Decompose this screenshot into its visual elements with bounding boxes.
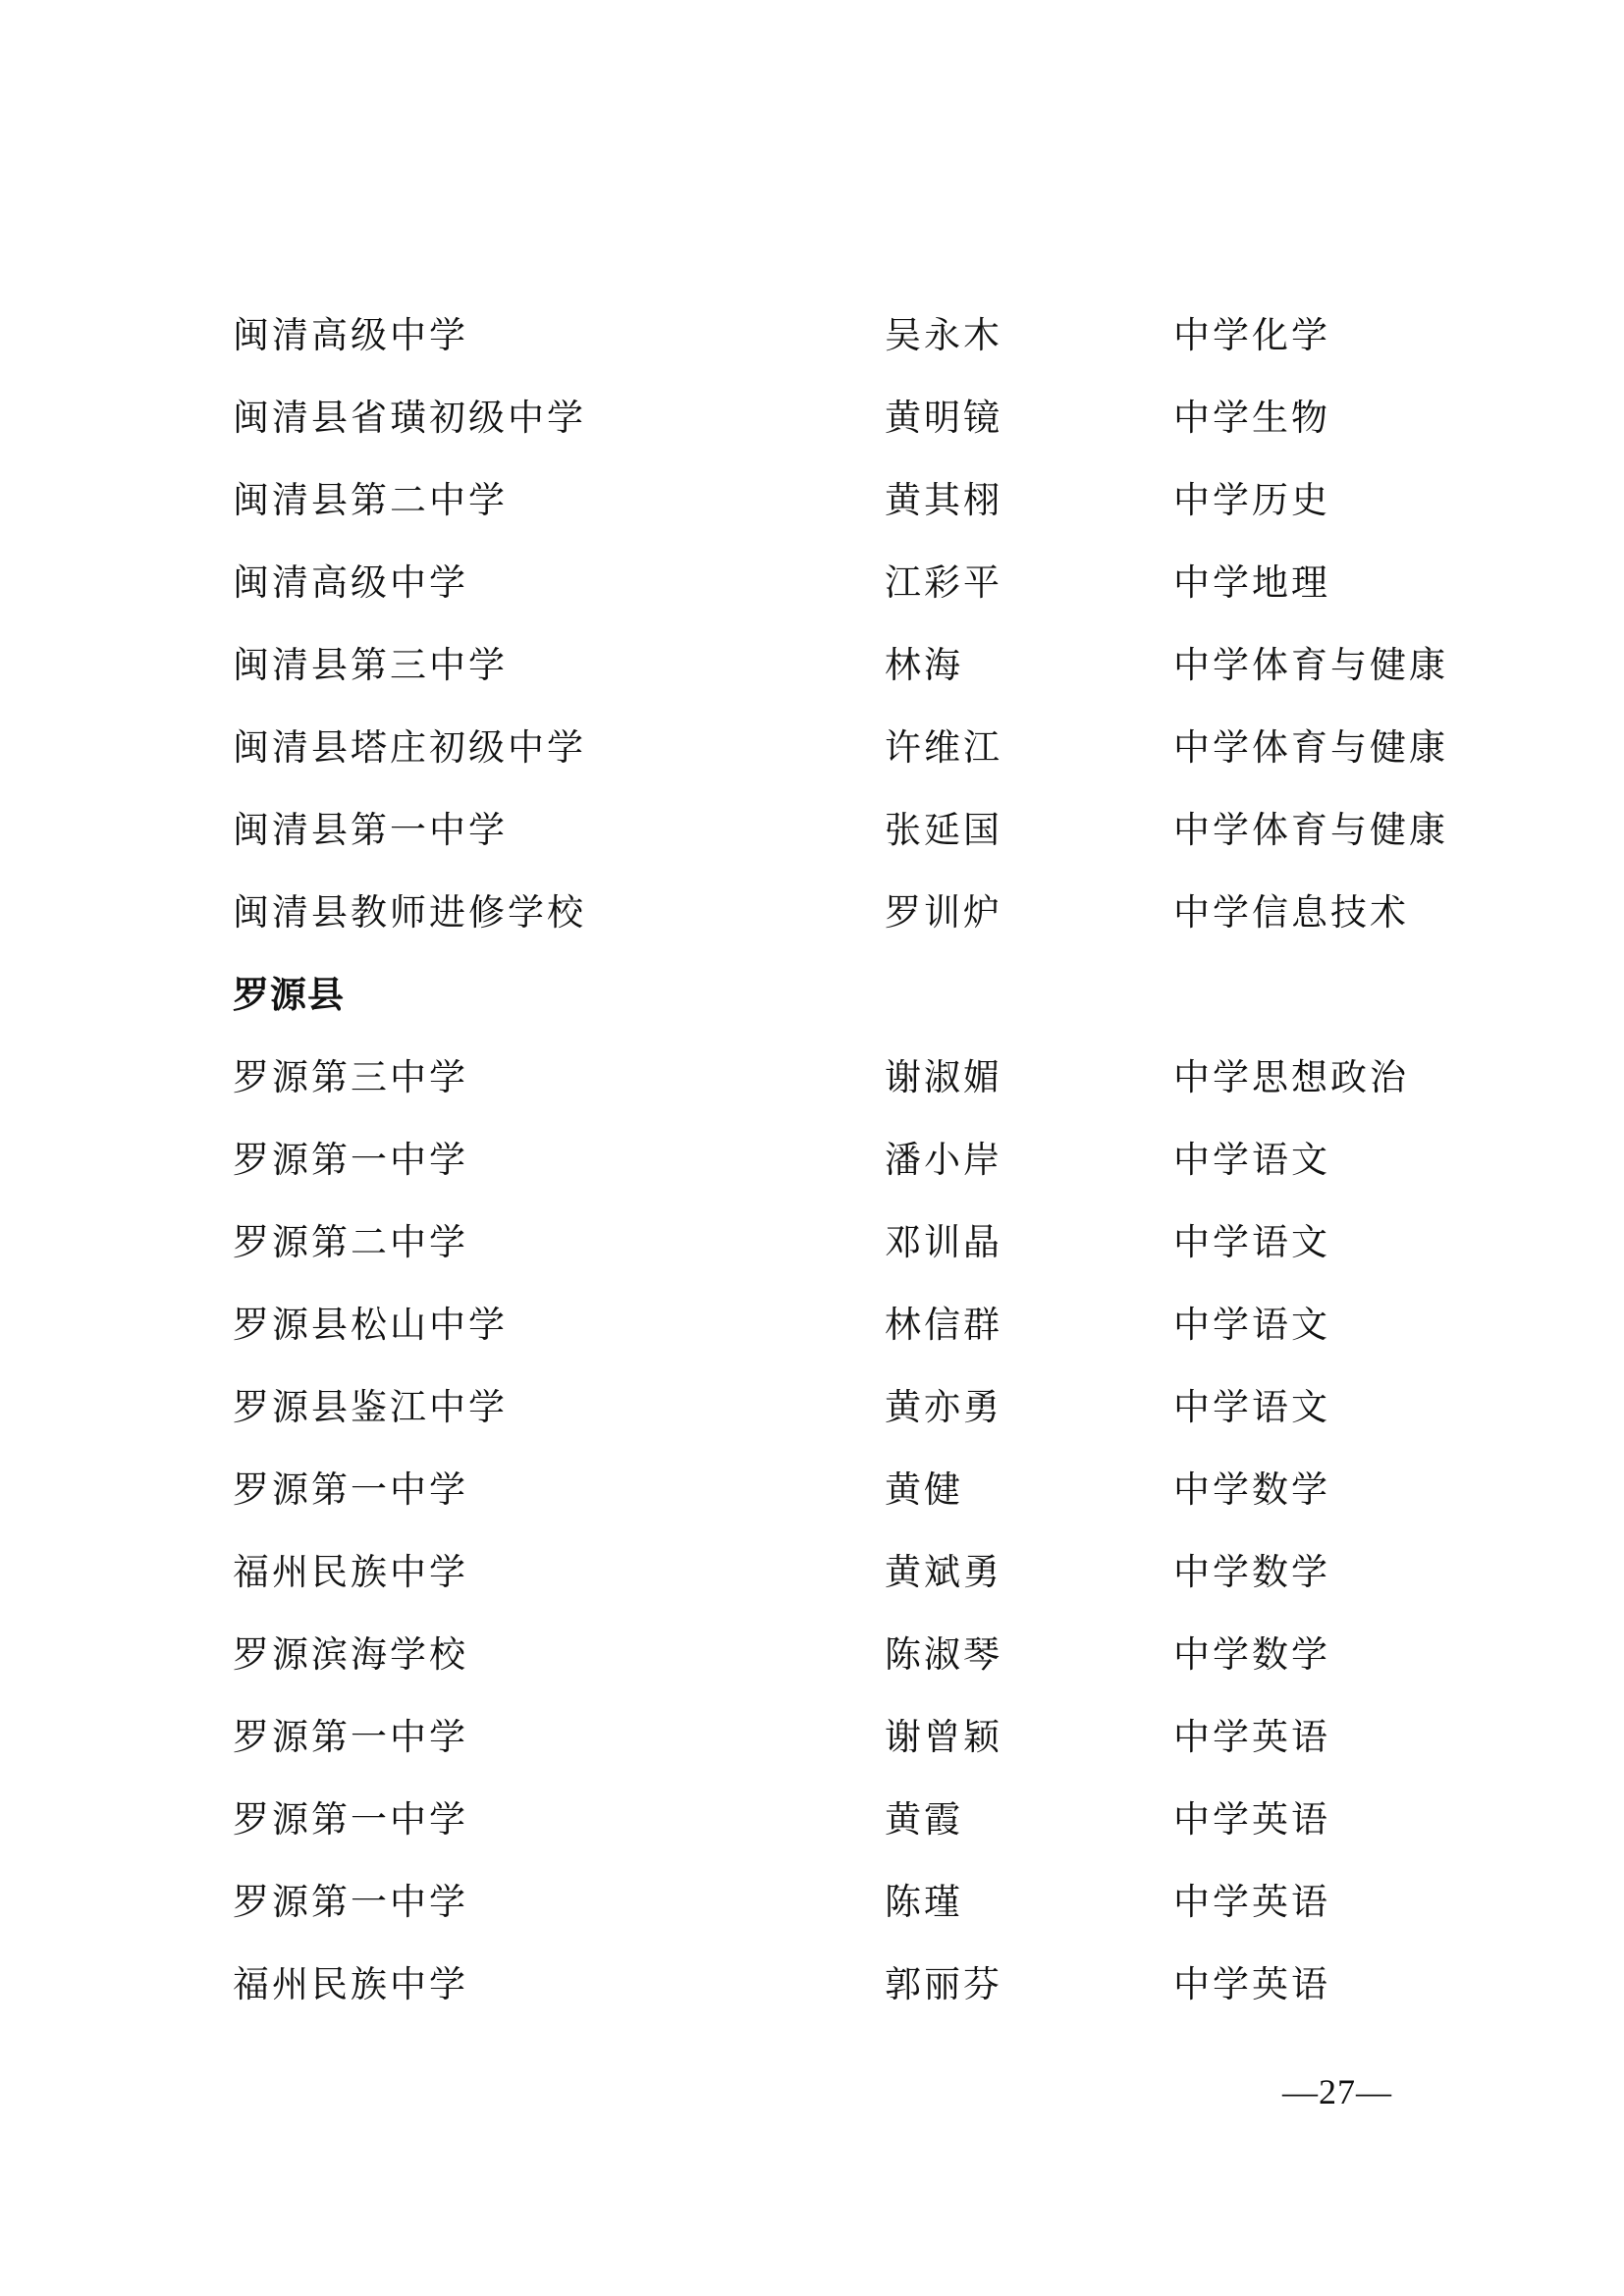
- teacher-name: 黄亦勇: [885, 1386, 1002, 1428]
- teacher-name: 黄其栩: [885, 479, 1002, 521]
- school-name: 罗源县松山中学: [233, 1304, 508, 1346]
- subject-name: 中学思想政治: [1173, 1056, 1409, 1098]
- table-row: [233, 1861, 1460, 1944]
- teacher-name: 罗训炉: [885, 891, 1002, 934]
- table-row: [233, 1201, 1460, 1284]
- subject-name: 中学语文: [1173, 1139, 1330, 1181]
- table-row: [233, 789, 1460, 872]
- section-heading: 罗源县: [233, 974, 345, 1016]
- school-name: 闽清县第三中学: [233, 644, 508, 686]
- teacher-name: 陈瑾: [885, 1881, 963, 1923]
- table-row: [233, 1119, 1460, 1201]
- table-row: [233, 459, 1460, 542]
- school-name: 闽清县省璜初级中学: [233, 397, 586, 439]
- subject-name: 中学英语: [1173, 1963, 1330, 2005]
- subject-name: 中学语文: [1173, 1304, 1330, 1346]
- teacher-name: 许维江: [885, 726, 1002, 769]
- school-name: 闽清县第一中学: [233, 809, 508, 851]
- table-row: [233, 1449, 1460, 1531]
- teacher-name: 黄斌勇: [885, 1551, 1002, 1593]
- subject-name: 中学数学: [1173, 1468, 1330, 1511]
- school-name: 罗源第一中学: [233, 1798, 468, 1841]
- school-name: 罗源第一中学: [233, 1716, 468, 1758]
- school-name: 福州民族中学: [233, 1551, 468, 1593]
- table-row: [233, 1614, 1460, 1696]
- subject-name: 中学历史: [1173, 479, 1330, 521]
- table-row: [233, 377, 1460, 459]
- subject-name: 中学数学: [1173, 1551, 1330, 1593]
- school-name: 罗源滨海学校: [233, 1633, 468, 1676]
- table-row: [233, 294, 1460, 377]
- teacher-name: 陈淑琴: [885, 1633, 1002, 1676]
- subject-name: 中学化学: [1173, 314, 1330, 356]
- teacher-name: 潘小岸: [885, 1139, 1002, 1181]
- teacher-name: 谢曾颖: [885, 1716, 1002, 1758]
- table-row: [233, 1531, 1460, 1614]
- subject-name: 中学语文: [1173, 1221, 1330, 1263]
- table-row: [233, 872, 1460, 954]
- table-row: [233, 1037, 1460, 1119]
- school-name: 罗源第一中学: [233, 1881, 468, 1923]
- school-name: 罗源第三中学: [233, 1056, 468, 1098]
- subject-name: 中学英语: [1173, 1716, 1330, 1758]
- teacher-name: 张延国: [885, 809, 1002, 851]
- school-name: 罗源第二中学: [233, 1221, 468, 1263]
- school-name: 罗源第一中学: [233, 1468, 468, 1511]
- teacher-name: 江彩平: [885, 561, 1002, 604]
- table-row: [233, 542, 1460, 624]
- page-number: —27—: [1282, 2072, 1392, 2111]
- school-name: 闽清县塔庄初级中学: [233, 726, 586, 769]
- school-name: 福州民族中学: [233, 1963, 468, 2005]
- school-name: 闽清县教师进修学校: [233, 891, 586, 934]
- teacher-name: 黄健: [885, 1468, 963, 1511]
- subject-name: 中学体育与健康: [1173, 809, 1448, 851]
- table-row: [233, 1944, 1460, 2026]
- school-name: 闽清县第二中学: [233, 479, 508, 521]
- school-name: 闽清高级中学: [233, 561, 468, 604]
- school-name: 罗源第一中学: [233, 1139, 468, 1181]
- school-name: 罗源县鉴江中学: [233, 1386, 508, 1428]
- teacher-name: 吴永木: [885, 314, 1002, 356]
- table-row: [233, 1366, 1460, 1449]
- teacher-name: 黄明镜: [885, 397, 1002, 439]
- teacher-name: 郭丽芬: [885, 1963, 1002, 2005]
- teacher-name: 黄霞: [885, 1798, 963, 1841]
- table-row: [233, 624, 1460, 707]
- table-row: [233, 1779, 1460, 1861]
- subject-name: 中学体育与健康: [1173, 726, 1448, 769]
- subject-name: 中学生物: [1173, 397, 1330, 439]
- subject-name: 中学语文: [1173, 1386, 1330, 1428]
- teacher-name: 林信群: [885, 1304, 1002, 1346]
- subject-name: 中学英语: [1173, 1881, 1330, 1923]
- table-row: [233, 1696, 1460, 1779]
- teacher-name: 谢淑媚: [885, 1056, 1002, 1098]
- roster-list: [233, 294, 1460, 2026]
- subject-name: 中学英语: [1173, 1798, 1330, 1841]
- table-row: [233, 1284, 1460, 1366]
- subject-name: 中学信息技术: [1173, 891, 1409, 934]
- teacher-name: 林海: [885, 644, 963, 686]
- table-row: [233, 707, 1460, 789]
- subject-name: 中学体育与健康: [1173, 644, 1448, 686]
- subject-name: 中学数学: [1173, 1633, 1330, 1676]
- school-name: 闽清高级中学: [233, 314, 468, 356]
- teacher-name: 邓训晶: [885, 1221, 1002, 1263]
- subject-name: 中学地理: [1173, 561, 1330, 604]
